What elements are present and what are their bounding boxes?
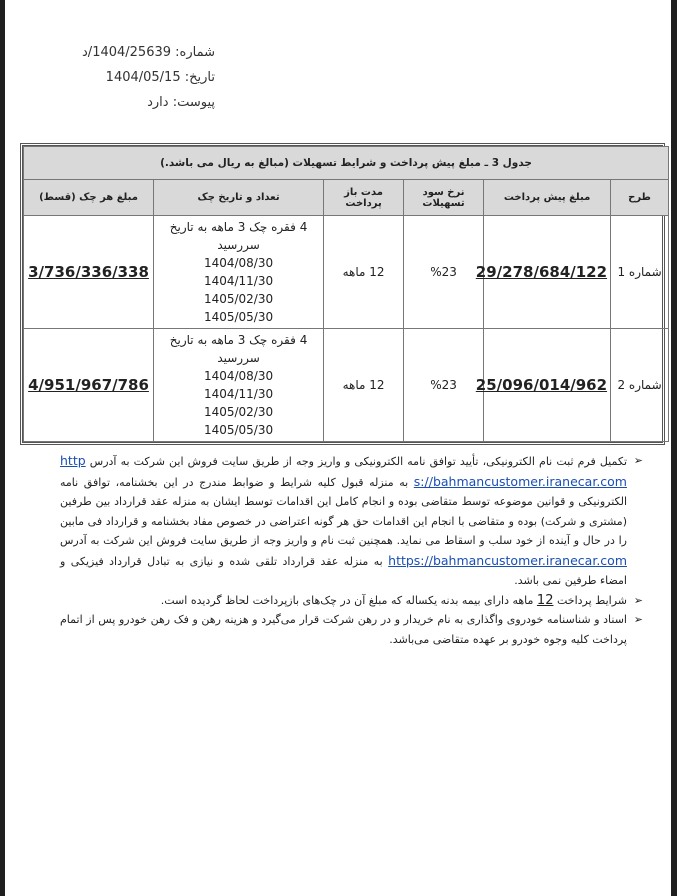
check-date: 1405/05/30 xyxy=(203,310,274,324)
note-item xyxy=(60,591,643,611)
arrowhead-bullet-icon: ➢ xyxy=(633,613,643,626)
column-header-rate: نرخ سود تسهیلات xyxy=(404,180,484,216)
installment-amount: 4/951/967/786 xyxy=(28,376,149,394)
column-header-term: مدت باز پرداخت xyxy=(324,180,404,216)
note-text: تکمیل فرم ثبت نام الکترونیکی، تأیید توافق نامه الکترونیکی و واریز وجه از طریق سایت فروش این شرکت به آدرس xyxy=(89,455,628,468)
check-date: 1404/08/30 xyxy=(203,369,274,383)
letter-date xyxy=(15,65,215,90)
note-text: ماهه دارای بیمه بدنه یکساله که مبلغ آن در چک‌های بازپرداخت لحاظ گردیده است. xyxy=(160,593,534,607)
check-date: 1405/02/30 xyxy=(203,292,274,306)
rate-cell: %23 xyxy=(404,329,484,442)
term-cell: 12 ماهه xyxy=(324,216,404,329)
check-date: 1404/11/30 xyxy=(203,387,274,401)
attachment-value: دارد xyxy=(147,95,169,110)
sales-site-link[interactable]: https://bahmancustomer.iranecar.com xyxy=(388,552,627,568)
table-caption: جدول 3 ـ مبلغ پیش پرداخت و شرایط تسهیلات (مبالغ به ریال می باشد.) xyxy=(24,147,669,180)
plan-cell: شماره 1 xyxy=(611,216,669,329)
letter-number xyxy=(15,40,215,65)
date-value: 1404/05/15 xyxy=(105,70,181,85)
term-cell: 12 ماهه xyxy=(324,329,404,442)
checks-cell xyxy=(154,329,324,442)
check-date: 1405/02/30 xyxy=(203,405,274,419)
plan-cell: شماره 2 xyxy=(611,329,669,442)
installment-cell xyxy=(24,329,154,442)
installment-amount: 3/736/336/338 xyxy=(28,263,149,281)
checks-cell xyxy=(154,216,324,329)
note-text: اسناد و شناسنامه خودروی واگذاری به نام خریدار و در رهن شرکت قرار می‌گیرد و هزینه رهن و فک رهن خودرو پس از اتمام پرداخت کلیه وجوه خودرو بر عهده متقاضی می‌باشد. xyxy=(60,613,627,646)
prepayment-table xyxy=(23,146,669,442)
check-date: 1405/05/30 xyxy=(203,423,274,437)
note-item xyxy=(60,451,643,591)
note-text: به منزله عقد قرارداد تلقی شده و نیازی به تبادل قرارداد فیزیکی و امضاء طرفین نمی باشد. xyxy=(60,554,627,587)
column-header-checks: تعداد و تاریخ چک xyxy=(154,180,324,216)
number-value: 1404/25639/د xyxy=(82,45,172,60)
note-item xyxy=(60,610,643,649)
date-label: تاریخ: xyxy=(184,70,215,85)
terms-notes xyxy=(60,451,643,649)
installment-cell xyxy=(24,216,154,329)
column-header-prepayment: مبلغ پیش پرداخت xyxy=(484,180,611,216)
letter-meta xyxy=(15,40,215,115)
number-label: شماره: xyxy=(175,45,215,60)
note-text: شرایط پرداخت xyxy=(556,593,627,607)
table-header-row xyxy=(24,180,669,216)
document-page xyxy=(5,0,671,896)
column-header-plan: طرح xyxy=(611,180,669,216)
checks-title: 4 فقره چک 3 ماهه به تاریخ سررسید xyxy=(169,333,308,365)
note-text: به منزله قبول کلیه شرایط و ضوابط مندرج در این بخشنامه، توافق نامه الکترونیکی و قوانین موضوعه توسط متقاضی بوده و انجام کامل این اقدامات توسط ایشان به منزله عقد قرارداد بین طرفین (مشتری و شرکت) بوده و متقاضی با انجام این اقدامات حق هر گونه اعتراضی در خصوص مفاد بخشنامه و قرارداد فی مابین را در حال و آینده از خود سلب و اسقاط می نماید. همچنین ثبت نام و واریز وجه از طریق سایت فروش این شرکت به آدرس xyxy=(60,475,627,547)
prepayment-amount: 29/278/684/122 xyxy=(475,263,608,281)
check-date: 1404/08/30 xyxy=(203,256,274,270)
arrowhead-bullet-icon: ➢ xyxy=(633,593,643,607)
table-row xyxy=(24,216,669,329)
sales-site-link[interactable]: https://bahmancustomer.iranecar.com xyxy=(60,453,627,489)
column-header-installment: مبلغ هر چک (قسط) xyxy=(24,180,154,216)
prepayment-cell xyxy=(475,216,611,329)
attachment-label: پیوست: xyxy=(172,95,215,110)
table-row xyxy=(24,329,669,442)
check-date: 1404/11/30 xyxy=(203,274,274,288)
arrowhead-bullet-icon: ➢ xyxy=(633,454,643,467)
letter-attachment xyxy=(15,90,215,115)
prepayment-cell xyxy=(475,329,611,442)
prepayment-table-frame xyxy=(20,143,665,445)
checks-title: 4 فقره چک 3 ماهه به تاریخ سررسید xyxy=(169,220,308,252)
term-months: 12 xyxy=(536,592,554,608)
rate-cell: %23 xyxy=(404,216,484,329)
prepayment-amount: 25/096/014/962 xyxy=(475,376,608,394)
